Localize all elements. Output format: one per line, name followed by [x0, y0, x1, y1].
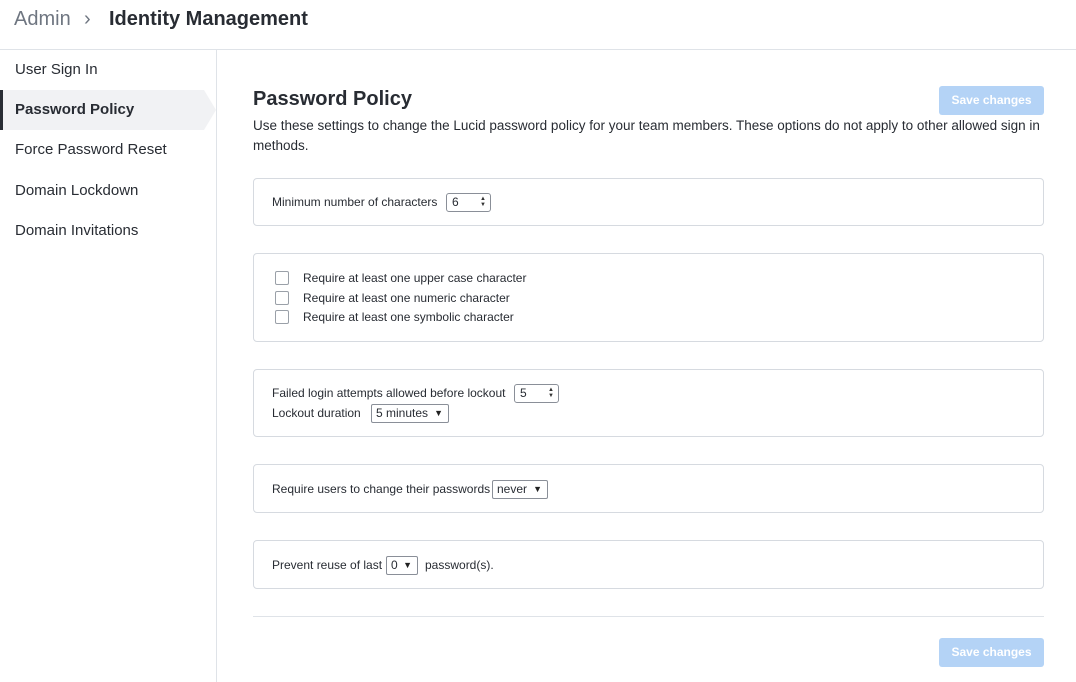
symbolic-checkbox[interactable]: [275, 310, 289, 324]
reuse-prefix-label: Prevent reuse of last: [272, 558, 383, 572]
min-characters-value: 6: [452, 195, 459, 209]
min-characters-label: Minimum number of characters: [272, 195, 438, 209]
breadcrumb-admin-link[interactable]: Admin: [14, 8, 71, 30]
caret-down-icon: ▼: [533, 484, 542, 494]
failed-attempts-value: 5: [520, 386, 527, 400]
chevron-right-icon: ›: [84, 8, 91, 30]
page-description: Use these settings to change the Lucid password policy for your team members. These options do not apply to other allowed sign in methods.: [253, 118, 1040, 153]
upper-case-label: Require at least one upper case character: [303, 271, 527, 285]
stepper-arrows-icon[interactable]: ▲ ▼: [548, 387, 554, 399]
caret-down-icon: ▼: [403, 560, 412, 570]
save-changes-button-bottom[interactable]: Save changes: [939, 638, 1044, 667]
numeric-checkbox[interactable]: [275, 291, 289, 305]
min-characters-card: [253, 178, 1044, 226]
sidebar-item-domain-lockdown[interactable]: Domain Lockdown: [15, 182, 139, 199]
caret-down-icon: ▼: [434, 408, 443, 418]
sidebar-item-force-password-reset[interactable]: Force Password Reset: [15, 141, 167, 158]
reuse-count-select[interactable]: [386, 556, 418, 575]
lockout-card: [253, 369, 1044, 437]
page-header: [0, 0, 1076, 50]
sidebar-nav: [0, 50, 217, 682]
footer-divider: [253, 616, 1044, 617]
min-characters-stepper[interactable]: [446, 193, 491, 212]
reuse-count-value: 0: [391, 558, 398, 572]
save-changes-button-top[interactable]: Save changes: [939, 86, 1044, 115]
lockout-duration-label: Lockout duration: [272, 406, 361, 420]
password-change-label: Require users to change their passwords: [272, 482, 491, 496]
password-change-value: never: [497, 482, 528, 496]
failed-attempts-stepper[interactable]: [514, 384, 559, 403]
lockout-duration-value: 5 minutes: [376, 406, 429, 420]
main-content: [253, 50, 1044, 682]
numeric-label: Require at least one numeric character: [303, 291, 510, 305]
reuse-suffix-label: password(s).: [425, 558, 494, 572]
page-title: Password Policy: [253, 88, 412, 110]
password-change-select[interactable]: [492, 480, 548, 499]
password-change-card: [253, 464, 1044, 513]
sidebar-item-user-sign-in[interactable]: User Sign In: [15, 61, 98, 78]
sidebar-item-domain-invitations[interactable]: Domain Invitations: [15, 222, 139, 239]
symbolic-label: Require at least one symbolic character: [303, 310, 514, 324]
stepper-arrows-icon[interactable]: ▲ ▼: [480, 196, 486, 208]
sidebar-item-password-policy[interactable]: Password Policy: [0, 90, 204, 130]
lockout-duration-select[interactable]: [371, 404, 449, 423]
password-reuse-card: [253, 540, 1044, 589]
upper-case-checkbox[interactable]: [275, 271, 289, 285]
character-requirements-card: [253, 253, 1044, 342]
breadcrumb-current: Identity Management: [109, 8, 308, 30]
failed-attempts-label: Failed login attempts allowed before lockout: [272, 386, 506, 400]
